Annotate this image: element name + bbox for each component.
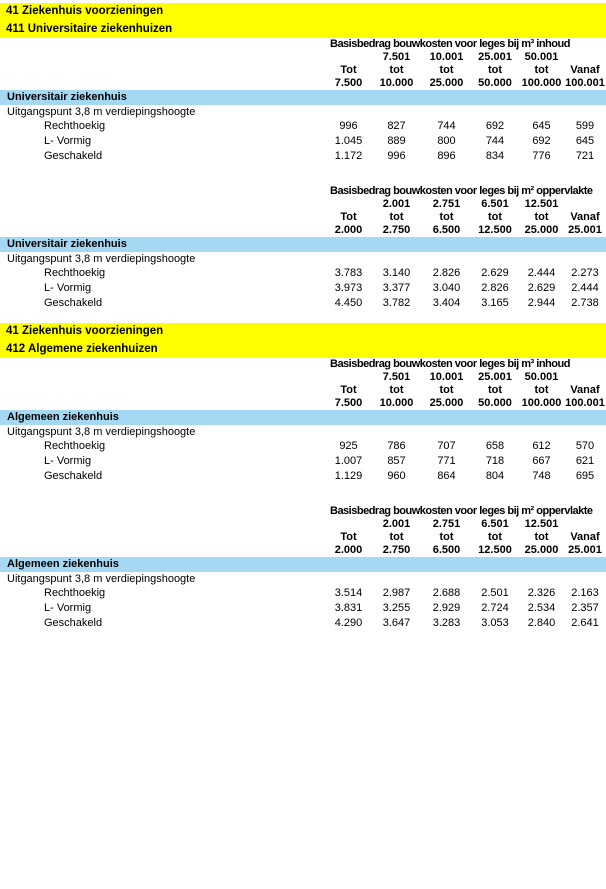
range-word-cell: tot [389,531,404,543]
range-upper-row [0,371,606,384]
rate-table-m2 [0,185,606,311]
range-word-row [0,384,606,397]
gap [0,164,606,185]
range-upper-cell: 2.001 [382,198,411,210]
value-cell: 4.450 [334,297,363,309]
table-row [0,281,606,296]
range-upper-cell: 50.001 [524,371,559,383]
value-cell: 925 [339,440,358,452]
row-label: Rechthoekig [44,587,106,599]
empty-cell [0,518,326,531]
range-word-cell: Tot [340,384,357,396]
value-cell: 1.172 [334,150,363,162]
range-word-cell: Tot [340,531,357,543]
value-cell: 570 [575,440,595,452]
section-header-line-2: 411 Universitaire ziekenhuizen [6,22,173,35]
empty-cell [0,531,326,544]
empty-cell [0,384,326,397]
table-title: Basisbedrag bouwkosten voor leges bij m² oppervlakte [330,505,593,517]
value-cell: 3.165 [481,297,509,309]
value-cell: 721 [575,150,595,162]
range-upper-cell: 7.501 [382,371,411,383]
range-upper-cell: 50.001 [524,51,559,63]
range-upper-cell: 10.001 [429,371,464,383]
range-word-cell: tot [439,64,454,76]
gap [0,484,606,505]
value-cell: 996 [387,150,406,162]
range-lower-cell: 100.000 [521,77,562,89]
range-word-cell: tot [439,384,454,396]
value-cell: 2.444 [527,267,556,279]
range-word-cell: Vanaf [570,64,600,76]
value-cell: 1.129 [334,470,363,482]
table-title: Basisbedrag bouwkosten voor leges bij m² oppervlakte [330,185,593,197]
range-lower-cell: 2.750 [382,224,411,236]
range-lower-cell: 25.001 [568,224,602,236]
value-cell: 748 [532,470,551,482]
value-cell: 695 [575,470,595,482]
range-lower-cell: 10.000 [379,397,414,409]
value-cell: 658 [485,440,505,452]
assumption-note: Uitgangspunt 3,8 m verdiepingshoogte [7,573,196,585]
assumption-note: Uitgangspunt 3,8 m verdiepingshoogte [7,253,196,265]
range-upper-cell [326,51,371,64]
range-lower-cell: 2.000 [334,544,363,556]
value-cell: 4.290 [334,617,363,629]
row-label: Geschakeld [44,470,103,482]
category-band: Universitair ziekenhuis [0,237,606,252]
range-word-row [0,531,606,544]
value-cell: 692 [532,135,551,147]
range-lower-row [0,544,606,557]
range-upper-cell [326,518,371,531]
range-lower-cell: 25.000 [429,77,464,89]
range-word-row [0,211,606,224]
value-cell: 2.326 [527,587,556,599]
range-word-cell: tot [389,384,404,396]
range-upper-cell [564,198,606,211]
value-cell: 3.647 [382,617,411,629]
range-lower-row [0,224,606,237]
range-upper-row [0,198,606,211]
table-row [0,149,606,164]
value-cell: 744 [485,135,505,147]
value-cell: 800 [437,135,456,147]
range-upper-cell [564,51,606,64]
value-cell: 3.404 [432,297,461,309]
row-label: L- Vormig [44,282,92,294]
value-cell: 2.929 [432,602,461,614]
range-lower-cell: 7.500 [334,397,363,409]
range-word-cell: tot [534,384,549,396]
empty-cell [0,397,326,410]
range-upper-cell: 7.501 [382,51,411,63]
range-lower-cell: 7.500 [334,77,363,89]
table-row [0,586,606,601]
range-word-cell: tot [439,531,454,543]
category-band: Algemeen ziekenhuis [0,557,606,572]
range-lower-cell: 6.500 [432,224,461,236]
section-header-line-2: 412 Algemene ziekenhuizen [6,342,158,355]
value-cell: 3.973 [334,282,363,294]
row-label: L- Vormig [44,135,92,147]
empty-cell [0,544,326,557]
value-cell: 776 [532,150,551,162]
range-lower-cell: 50.000 [478,77,512,89]
empty-cell [0,211,326,224]
value-cell: 2.641 [571,617,599,629]
value-cell: 2.840 [527,617,556,629]
rate-table-m3 [0,358,606,484]
rate-table-m2 [0,505,606,631]
empty-cell [0,51,326,64]
range-word-cell: tot [389,64,404,76]
value-cell: 645 [575,135,595,147]
range-word-cell: tot [487,384,503,396]
table-row [0,616,606,631]
range-word-cell: tot [439,211,454,223]
value-cell: 599 [575,120,595,132]
range-lower-cell: 6.500 [432,544,461,556]
range-lower-row [0,77,606,90]
range-lower-cell: 25.001 [568,544,602,556]
value-cell: 3.831 [334,602,363,614]
range-upper-cell: 6.501 [481,198,509,210]
value-cell: 1.007 [334,455,363,467]
range-lower-cell: 10.000 [379,77,414,89]
row-label: L- Vormig [44,602,92,614]
empty-cell [0,224,326,237]
table-title: Basisbedrag bouwkosten voor leges bij m³ inhoud [330,358,570,370]
row-label: Geschakeld [44,617,103,629]
value-cell: 2.738 [571,297,599,309]
range-word-cell: tot [487,64,503,76]
value-cell: 2.534 [527,602,556,614]
assumption-note: Uitgangspunt 3,8 m verdiepingshoogte [7,106,196,118]
range-upper-cell: 12.501 [524,518,559,530]
value-cell: 621 [575,455,595,467]
range-upper-cell: 2.001 [382,518,411,530]
value-cell: 645 [532,120,551,132]
table-title-row [0,38,606,51]
value-cell: 612 [532,440,551,452]
range-word-cell: Tot [340,64,357,76]
table-row [0,119,606,134]
range-upper-cell: 25.001 [478,371,512,383]
range-lower-cell: 12.500 [478,224,512,236]
table-title-row [0,358,606,371]
range-upper-cell: 25.001 [478,51,512,63]
value-cell: 1.045 [334,135,363,147]
range-word-cell: Vanaf [570,384,600,396]
value-cell: 960 [387,470,406,482]
category-band: Algemeen ziekenhuis [0,410,606,425]
range-lower-cell: 25.000 [429,397,464,409]
range-word-row [0,64,606,77]
range-word-cell: tot [534,211,549,223]
value-cell: 857 [387,455,406,467]
table-row [0,454,606,469]
range-lower-cell: 2.750 [382,544,411,556]
table-row [0,439,606,454]
range-lower-cell: 2.000 [334,224,363,236]
range-upper-cell: 2.751 [432,518,461,530]
value-cell: 864 [437,470,456,482]
range-upper-cell [326,371,371,384]
value-cell: 3.255 [382,602,411,614]
section-header-line-1: 41 Ziekenhuis voorzieningen [6,325,164,337]
value-cell: 2.944 [527,297,556,309]
table-row [0,134,606,149]
value-cell: 2.501 [481,587,509,599]
range-word-cell: tot [487,531,503,543]
range-upper-cell: 6.501 [481,518,509,530]
row-label: Geschakeld [44,150,103,162]
value-cell: 667 [532,455,551,467]
range-upper-cell [564,371,606,384]
category-band: Universitair ziekenhuis [0,90,606,105]
section-header-line-1: 41 Ziekenhuis voorzieningen [6,5,164,17]
table-row [0,266,606,281]
value-cell: 2.826 [432,267,461,279]
value-cell: 2.273 [571,267,599,279]
value-cell: 2.357 [571,602,599,614]
range-upper-cell [564,518,606,531]
value-cell: 3.377 [382,282,411,294]
table-title: Basisbedrag bouwkosten voor leges bij m³ inhoud [330,38,570,50]
range-word-cell: Vanaf [570,211,600,223]
table-title-row [0,185,606,198]
range-word-cell: Tot [340,211,357,223]
value-cell: 2.163 [571,587,599,599]
table-row [0,601,606,616]
range-lower-cell: 50.000 [478,397,512,409]
gap [0,311,606,323]
table-row [0,296,606,311]
value-cell: 707 [437,440,456,452]
row-label: Rechthoekig [44,267,106,279]
value-cell: 3.040 [432,282,461,294]
range-lower-cell: 25.000 [524,544,559,556]
range-upper-row [0,518,606,531]
range-lower-cell: 100.001 [565,397,605,409]
empty-cell [0,77,326,90]
rate-table-m3 [0,38,606,164]
range-word-cell: tot [534,531,549,543]
value-cell: 3.283 [432,617,461,629]
value-cell: 3.783 [334,267,363,279]
value-cell: 896 [437,150,456,162]
row-label: Rechthoekig [44,120,106,132]
value-cell: 996 [339,120,358,132]
range-lower-cell: 100.000 [521,397,562,409]
empty-cell [0,198,326,211]
range-upper-row [0,51,606,64]
value-cell: 2.444 [571,282,599,294]
value-cell: 834 [485,150,505,162]
value-cell: 2.629 [481,267,509,279]
range-upper-cell: 12.501 [524,198,559,210]
value-cell: 3.140 [382,267,411,279]
range-upper-cell: 2.751 [432,198,461,210]
value-cell: 2.688 [432,587,461,599]
row-label: Geschakeld [44,297,103,309]
range-word-cell: Vanaf [570,531,600,543]
value-cell: 771 [437,455,456,467]
row-label: L- Vormig [44,455,92,467]
range-word-cell: tot [534,64,549,76]
value-cell: 827 [387,120,406,132]
value-cell: 744 [437,120,456,132]
range-word-cell: tot [389,211,404,223]
value-cell: 692 [485,120,505,132]
value-cell: 786 [387,440,406,452]
value-cell: 3.053 [481,617,509,629]
value-cell: 2.724 [481,602,509,614]
value-cell: 3.782 [382,297,411,309]
range-lower-cell: 12.500 [478,544,512,556]
empty-cell [0,64,326,77]
section-header [0,323,606,358]
row-label: Rechthoekig [44,440,106,452]
value-cell: 3.514 [334,587,363,599]
range-lower-cell: 25.000 [524,224,559,236]
value-cell: 718 [485,455,505,467]
section-header [0,3,606,38]
value-cell: 2.987 [382,587,411,599]
value-cell: 2.629 [527,282,556,294]
table-row [0,469,606,484]
value-cell: 804 [485,470,505,482]
range-word-cell: tot [487,211,503,223]
range-lower-row [0,397,606,410]
value-cell: 889 [387,135,406,147]
range-upper-cell: 10.001 [429,51,464,63]
table-title-row [0,505,606,518]
range-upper-cell [326,198,371,211]
range-lower-cell: 100.001 [565,77,605,89]
value-cell: 2.826 [481,282,509,294]
assumption-note: Uitgangspunt 3,8 m verdiepingshoogte [7,426,196,438]
empty-cell [0,371,326,384]
